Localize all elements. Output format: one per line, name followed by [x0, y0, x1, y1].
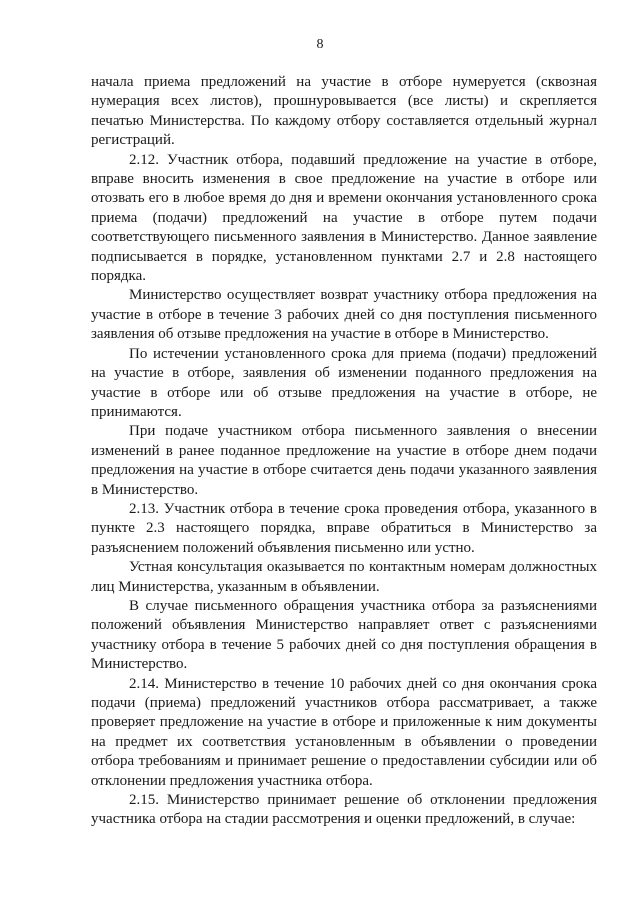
paragraph-2-15: 2.15. Министерство принимает решение об отклонении предложения участника отбора на стадии рассмотрения и оценки предложений, в случае:: [91, 792, 597, 828]
document-body: [91, 73, 597, 830]
paragraph-continuation: начала приема предложений на участие в отборе нумеруется (сквозная нумерация всех листов), прошнуровывается (все листы) и скрепляется печатью Министерства. По каждому отбору составляется отдельный журнал регистраций.: [91, 74, 597, 149]
paragraph-2-14: 2.14. Министерство в течение 10 рабочих дней со дня окончания срока подачи (приема) предложений участников отбора рассматривает, а также проверяет предложение на участие в отборе и приложенные к ним документы на предмет их соответствия установленным в объявлении о проведении отбора требованиям и принимает решение о предоставлении субсидии или об отклонении предложения участника отбора.: [91, 675, 597, 789]
paragraph-deadline-expiry: По истечении установленного срока для приема (подачи) предложений на участие в отборе, заявления об изменении поданного предложения на участие в отборе или об отзыве предложения на участие в отборе, не принимаются.: [91, 345, 597, 420]
paragraph-2-12: 2.12. Участник отбора, подавший предложение на участие в отборе, вправе вносить изменения в свое предложение на участие в отборе или отозвать его в любое время до дня и времени окончания установленного срока приема (подачи) предложений на участие в отборе путем подачи соответствующего письменного заявления в Министерство. Данное заявление подписывается в порядке, установленном пунктами 2.7 и 2.8 настоящего порядка.: [91, 151, 597, 285]
paragraph-amendment-date: При подаче участником отбора письменного заявления о внесении изменений в ранее поданное предложение на участие в отборе днем подачи предложения на участие в отборе считается день подачи указанного заявления в Министерство.: [91, 423, 597, 498]
paragraph-return-proposal: Министерство осуществляет возврат участнику отбора предложения на участие в отборе в течение 3 рабочих дней со дня поступления письменного заявления об отзыве предложения на участие в отборе в Министерство.: [91, 287, 597, 343]
paragraph-2-13: 2.13. Участник отбора в течение срока проведения отбора, указанного в пункте 2.3 настоящего порядка, вправе обратиться в Министерство за разъяснением положений объявления письменно или устно.: [91, 500, 597, 556]
paragraph-oral-consultation: Устная консультация оказывается по контактным номерам должностных лиц Министерства, указанным в объявлении.: [91, 559, 597, 595]
paragraph-written-request: В случае письменного обращения участника отбора за разъяснениями положений объявления Министерство направляет ответ с разъяснениями участнику отбора в течение 5 рабочих дней со дня поступления обращения в Министерство.: [91, 597, 597, 673]
page-number: 8: [316, 37, 324, 52]
